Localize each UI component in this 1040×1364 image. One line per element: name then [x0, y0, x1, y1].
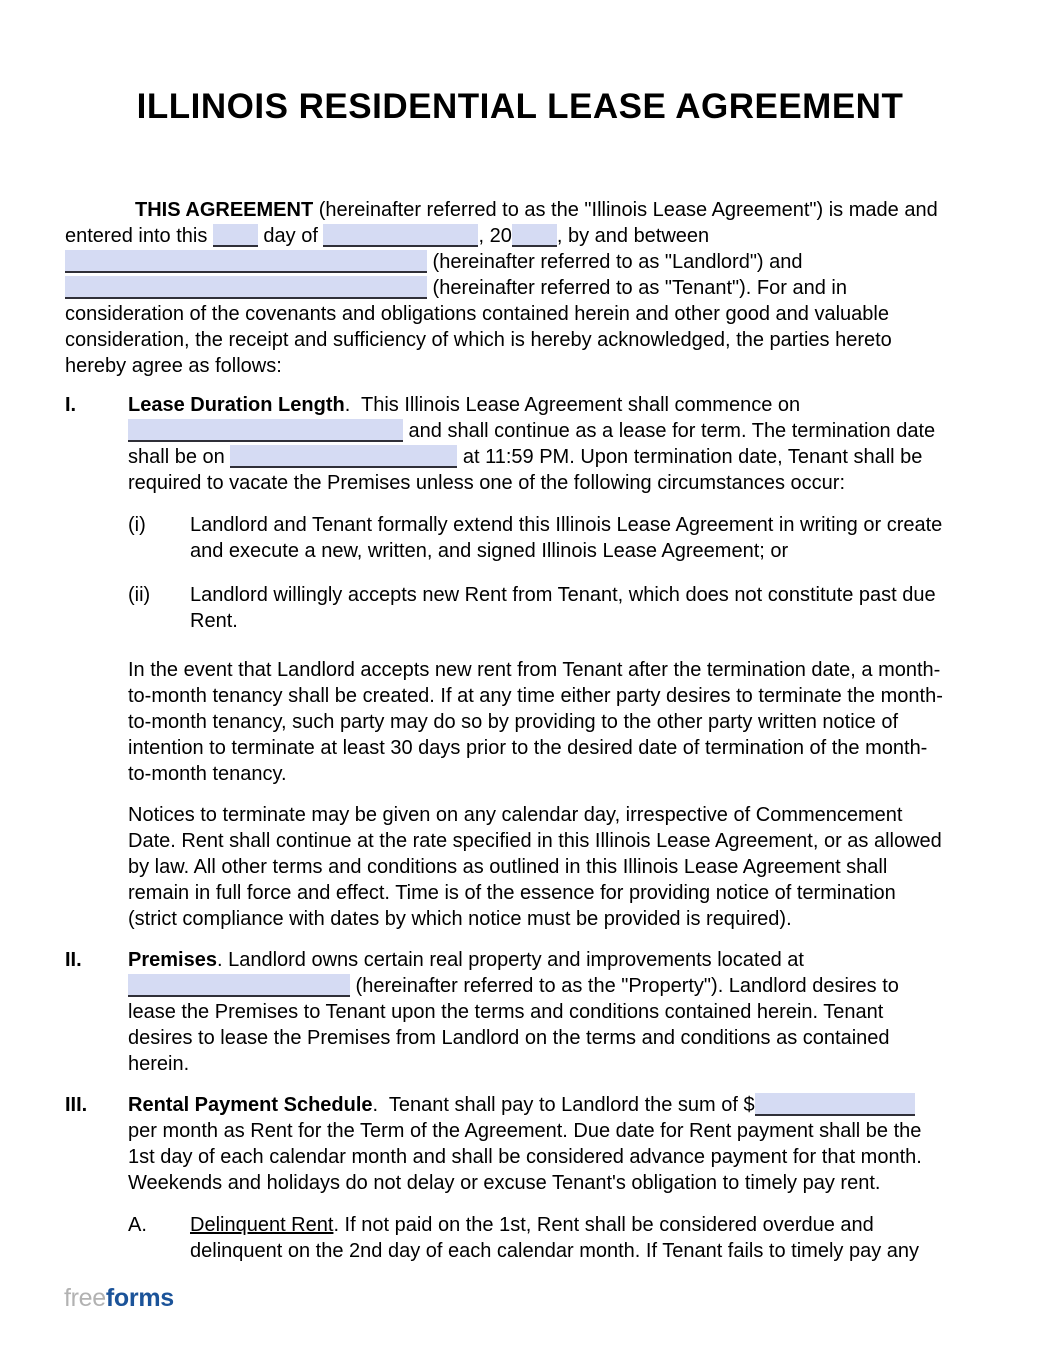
section-rental-payment-marker: III.: [65, 1094, 88, 1116]
text-segment: at 11:59 PM. Upon termination date, Tenant shall be: [457, 446, 923, 468]
text-line: [128, 1092, 1000, 1118]
text-segment: lease the Premises to Tenant upon the terms and conditions contained herein. Tenant: [128, 1001, 884, 1023]
text-line: [65, 197, 1000, 223]
notices-paragraph: [65, 802, 1000, 932]
clause-i-marker: (i): [128, 514, 146, 536]
section-lease-duration: [65, 392, 1000, 496]
text-segment: day of: [257, 225, 324, 247]
text-line: [190, 512, 1000, 538]
section-premises: [65, 947, 1000, 1077]
text-line: [128, 1051, 1000, 1077]
text-segment: remain in full force and effect. Time is of the essence for providing notice of termination: [128, 882, 896, 904]
text-segment: Landlord willingly accepts new Rent from Tenant, which does not constitute past due: [190, 584, 936, 606]
text-segment: , by and between: [556, 225, 710, 247]
text-line: [128, 392, 1000, 418]
text-segment: Lease Duration Length: [128, 394, 345, 416]
text-line: [65, 353, 1000, 379]
text-line: [128, 418, 1000, 444]
rent-amount-field[interactable]: [755, 1093, 915, 1116]
text-line: [128, 828, 1000, 854]
text-segment: herein.: [128, 1053, 190, 1075]
text-segment: required to vacate the Premises unless one of the following circumstances occur:: [128, 472, 846, 494]
text-line: [128, 1025, 1000, 1051]
text-line: [128, 906, 1000, 932]
text-segment: Notices to terminate may be given on any calendar day, irrespective of Commencement: [128, 804, 903, 826]
text-line: [190, 608, 1000, 634]
day-field[interactable]: [213, 224, 258, 247]
text-segment: entered into this: [65, 225, 213, 247]
text-segment: (hereinafter referred to as the "Illinois Lease Agreement") is made and: [313, 199, 938, 221]
year-field[interactable]: [512, 224, 557, 247]
text-line: [65, 301, 1000, 327]
text-line: [65, 327, 1000, 353]
text-segment: THIS AGREEMENT: [135, 199, 314, 221]
text-line: [128, 1144, 1000, 1170]
text-segment: consideration, the receipt and sufficiency of which is hereby acknowledged, the parties hereto: [65, 329, 892, 351]
footer-logo: [64, 1283, 174, 1313]
text-segment: shall be on: [128, 446, 231, 468]
text-segment: to-month tenancy, such party may do so by providing to the other party written notice of: [128, 711, 899, 733]
section-lease-duration-marker: I.: [65, 394, 77, 416]
text-segment: Landlord and Tenant formally extend this Illinois Lease Agreement in writing or create: [190, 514, 943, 536]
logo-free-text: free: [64, 1284, 106, 1312]
text-segment: . Landlord owns certain real property and improvements located at: [216, 949, 804, 971]
text-segment: Premises: [128, 949, 217, 971]
text-line: [128, 947, 1000, 973]
text-line: [128, 1118, 1000, 1144]
text-segment: Rental Payment Schedule: [128, 1094, 373, 1116]
section-premises-marker: II.: [65, 949, 82, 971]
clause-ii: [65, 582, 1000, 634]
text-line: [128, 761, 1000, 787]
text-segment: to-month tenancy.: [128, 763, 287, 785]
text-line: [65, 249, 1000, 275]
text-line: [128, 1170, 1000, 1196]
text-segment: hereby agree as follows:: [65, 355, 282, 377]
item-a-delinquent-rent-marker: A.: [128, 1214, 147, 1236]
text-line: [190, 582, 1000, 608]
text-segment: (strict compliance with dates by which notice must be provided is required).: [128, 908, 792, 930]
text-segment: by law. All other terms and conditions as outlined in this Illinois Lease Agreement shall: [128, 856, 888, 878]
text-segment: , 20: [478, 225, 512, 247]
property-address-field[interactable]: [128, 974, 350, 997]
text-segment: (hereinafter referred to as the "Property"). Landlord desires to: [350, 975, 899, 997]
text-line: [128, 444, 1000, 470]
text-line: [190, 538, 1000, 564]
clause-ii-marker: (ii): [128, 584, 151, 606]
text-segment: intention to terminate at least 30 days prior to the desired date of termination of the month-: [128, 737, 928, 759]
landlord-name-field[interactable]: [65, 250, 427, 273]
text-segment: 1st day of each calendar month and shall be considered advance payment for that month.: [128, 1146, 922, 1168]
text-line: [128, 802, 1000, 828]
text-segment: delinquent on the 2nd day of each calendar month. If Tenant fails to timely pay any: [190, 1240, 919, 1262]
text-segment: (hereinafter referred to as "Landlord") and: [427, 251, 803, 273]
text-line: [128, 709, 1000, 735]
text-line: [65, 275, 1000, 301]
text-segment: Delinquent Rent: [190, 1214, 334, 1236]
text-line: [190, 1238, 1000, 1264]
item-a-delinquent-rent: [65, 1212, 1000, 1264]
text-segment: to-month tenancy shall be created. If at any time either party desires to terminate the month-: [128, 685, 943, 707]
text-line: [128, 999, 1000, 1025]
text-line: [65, 223, 1000, 249]
text-segment: Weekends and holidays do not delay or excuse Tenant's obligation to timely pay rent.: [128, 1172, 881, 1194]
text-segment: consideration of the covenants and obligations contained herein and other good and valuable: [65, 303, 889, 325]
text-line: [190, 1212, 1000, 1238]
month-to-month-paragraph: [65, 657, 1000, 787]
tenant-name-field[interactable]: [65, 276, 427, 299]
text-line: [128, 880, 1000, 906]
text-segment: desires to lease the Premises from Landlord on the terms and conditions as contained: [128, 1027, 890, 1049]
page-title: ILLINOIS RESIDENTIAL LEASE AGREEMENT: [136, 87, 904, 126]
text-segment: per month as Rent for the Term of the Agreement. Due date for Rent payment shall be the: [128, 1120, 922, 1142]
text-segment: . This Illinois Lease Agreement shall commence on: [344, 394, 801, 416]
text-line: [128, 735, 1000, 761]
text-segment: and shall continue as a lease for term. The termination date: [403, 420, 936, 442]
commencement-date-field[interactable]: [128, 419, 403, 442]
text-line: [128, 854, 1000, 880]
text-segment: Date. Rent shall continue at the rate specified in this Illinois Lease Agreement, or as allowed: [128, 830, 942, 852]
text-segment: . Tenant shall pay to Landlord the sum of $: [372, 1094, 755, 1116]
text-segment: (hereinafter referred to as "Tenant"). For and in: [427, 277, 847, 299]
text-line: [128, 470, 1000, 496]
section-rental-payment: [65, 1092, 1000, 1196]
month-field[interactable]: [323, 224, 478, 247]
logo-forms-text: forms: [105, 1284, 174, 1312]
clause-i: [65, 512, 1000, 564]
text-segment: and execute a new, written, and signed Illinois Lease Agreement; or: [190, 540, 789, 562]
document-body: [65, 197, 1000, 1264]
text-line: [128, 683, 1000, 709]
intro-paragraph: [65, 197, 1000, 379]
text-line: [128, 657, 1000, 683]
text-segment: In the event that Landlord accepts new rent from Tenant after the termination date, a month-: [128, 659, 941, 681]
text-segment: Rent.: [190, 610, 238, 632]
termination-date-field[interactable]: [230, 445, 457, 468]
text-segment: . If not paid on the 1st, Rent shall be considered overdue and: [333, 1214, 874, 1236]
text-line: [128, 973, 1000, 999]
